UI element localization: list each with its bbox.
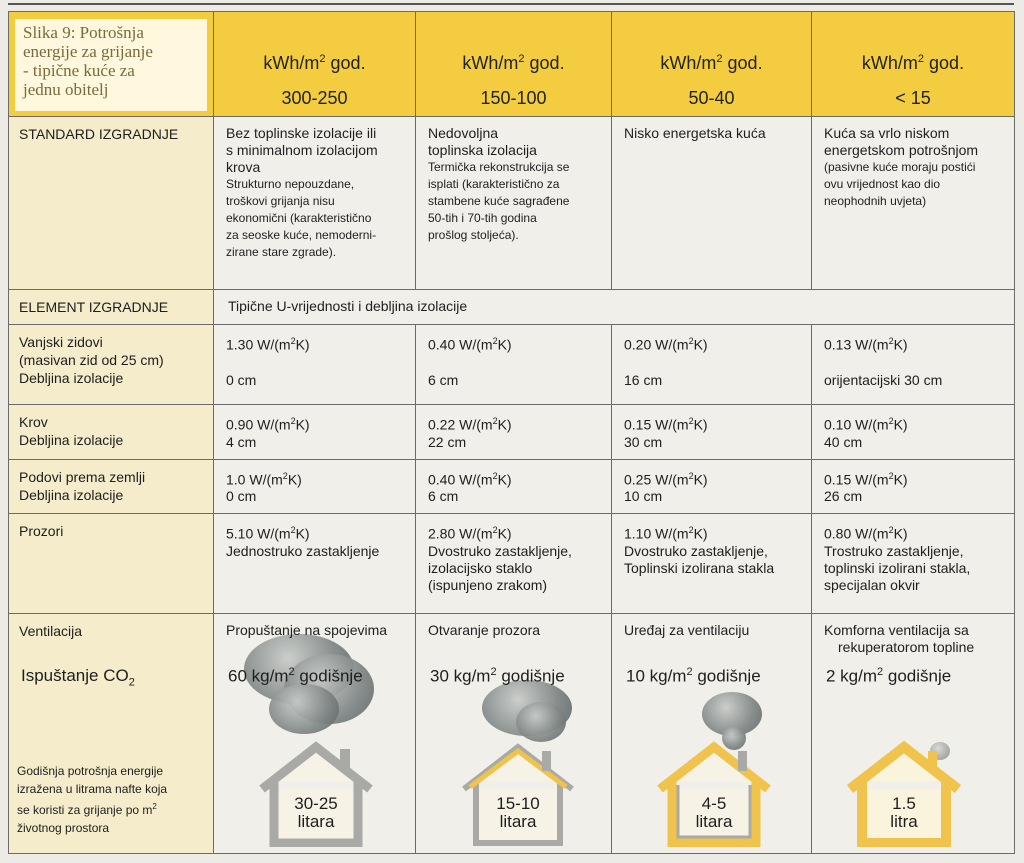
value-cell	[214, 459, 416, 514]
u-unit: W/(m	[851, 416, 889, 433]
glazing: specijalan okvir	[824, 576, 920, 593]
caption-line: Godišnja potrošnja energije	[17, 764, 164, 779]
thickness: 0 cm	[226, 371, 257, 388]
unit: kWh/m	[462, 53, 519, 73]
u-unit: W/(m	[455, 416, 493, 433]
header-col-2	[416, 12, 612, 117]
note-text: troškovi grijanja nisu	[226, 194, 335, 208]
u-value: 0.15	[624, 416, 652, 433]
value-cell	[612, 514, 812, 614]
label-text: Podovi prema zemlji	[19, 468, 146, 485]
range: 300-250	[281, 88, 348, 108]
glazing: izolacijsko staklo	[428, 559, 533, 576]
thickness: 10 cm	[624, 488, 663, 505]
vent-text: rekuperatorom topline	[838, 639, 975, 656]
floors-row	[9, 459, 1015, 514]
label-text: (masivan zid od 25 cm)	[19, 352, 164, 368]
thickness: orijentacijski 30 cm	[824, 371, 943, 388]
emit-exp: 2	[490, 666, 497, 679]
u-exp: 2	[290, 336, 296, 346]
title-line: energije za grijanje	[23, 42, 153, 61]
emit-exp: 2	[686, 666, 693, 679]
value-cell	[812, 459, 1015, 514]
co2-cloud	[269, 684, 339, 734]
co2-amount	[826, 666, 951, 687]
figure-title	[15, 19, 207, 111]
main-text: toplinska izolacija	[428, 142, 537, 158]
u-unit: K)	[693, 416, 708, 433]
emit-tail: godišnje	[294, 666, 363, 686]
u-unit: W/(m	[651, 336, 689, 353]
top-rule	[8, 3, 1014, 5]
row-label	[9, 514, 214, 614]
caption-line: izražena u litrama nafte koja	[17, 782, 168, 797]
note-text: 50-tih i 70-tih godina	[428, 211, 537, 225]
vent-cell	[612, 614, 812, 854]
note-text: prošlog stoljeća).	[428, 228, 519, 242]
note-text: zirane stare zgrade).	[226, 245, 337, 259]
u-exp: 2	[492, 336, 498, 346]
note-text: ekonomični (karakteristično	[226, 211, 372, 225]
value-cell	[416, 459, 612, 514]
unit: kWh/m	[861, 53, 918, 73]
thickness: 22 cm	[428, 433, 467, 450]
liters-caption	[17, 762, 207, 837]
title-line: - tipične kuće za	[23, 61, 135, 80]
glazing: Trostruko zastakljenje,	[824, 542, 964, 559]
label-text: Debljina izolacije	[19, 486, 124, 503]
liters-value: 1.5	[892, 794, 916, 814]
emit-tail: godišnje	[496, 666, 565, 686]
main-text: Bez toplinske izolacije ili	[226, 125, 377, 141]
roof-row	[9, 405, 1015, 460]
unit: kWh/m	[660, 53, 717, 73]
vent-cell	[214, 614, 416, 854]
row-label	[9, 459, 214, 514]
thickness: 6 cm	[428, 371, 459, 388]
header-col-3	[612, 12, 812, 117]
thickness: 30 cm	[624, 433, 663, 450]
unit-tail: god.	[722, 53, 763, 73]
house-icon	[456, 739, 580, 847]
u-value: 0.13	[824, 336, 852, 353]
house-icon	[842, 739, 966, 847]
emit-value: 10 kg/m	[626, 666, 687, 686]
main-text: krova	[226, 159, 261, 175]
u-value: 0.90	[226, 416, 254, 433]
u-unit: K)	[893, 525, 908, 542]
u-exp: 2	[282, 470, 288, 481]
u-value: 0.40	[428, 471, 456, 488]
main-text: Kuća sa vrlo niskom	[824, 125, 950, 141]
u-unit: K)	[497, 525, 512, 542]
u-exp: 2	[688, 336, 694, 346]
value-cell	[812, 325, 1015, 405]
u-exp: 2	[688, 470, 694, 481]
value-cell	[416, 514, 612, 614]
unit-tail: god.	[924, 53, 965, 73]
u-unit: W/(m	[455, 336, 493, 353]
u-exp: 2	[888, 525, 894, 536]
u-unit: K)	[893, 471, 908, 488]
u-exp: 2	[888, 470, 894, 481]
u-unit: K)	[287, 471, 302, 488]
caption-exp: 2	[152, 802, 157, 812]
thickness: 40 cm	[824, 433, 863, 450]
label-text: Vanjski zidovi	[19, 334, 103, 350]
row-label	[9, 117, 214, 290]
unit-tail: god.	[325, 53, 366, 73]
co2-amount	[626, 666, 761, 687]
vent-text: Uređaj za ventilaciju	[624, 622, 750, 639]
u-unit: W/(m	[245, 471, 283, 488]
u-unit: W/(m	[253, 525, 291, 542]
label-text: Debljina izolacije	[19, 432, 124, 448]
label-text: Prozori	[19, 523, 64, 540]
main-text: s minimalnom izolacijom	[226, 142, 378, 158]
vent-cell	[416, 614, 612, 854]
u-value: 0.15	[824, 471, 852, 488]
glazing: Dvostruko zastakljenje,	[428, 542, 572, 559]
u-unit: W/(m	[253, 336, 291, 353]
standard-cell	[214, 117, 416, 290]
value-cell	[812, 405, 1015, 460]
u-value: 0.20	[624, 336, 652, 353]
ventilation-row	[9, 614, 1015, 854]
note-text: neophodnih uvjeta)	[824, 194, 927, 208]
u-unit: W/(m	[651, 471, 689, 488]
u-unit: K)	[295, 525, 310, 542]
u-exp: 2	[888, 416, 894, 426]
title-line: jednu obitelj	[23, 80, 109, 99]
u-exp: 2	[492, 470, 498, 481]
co2-cloud	[516, 702, 566, 742]
thickness: 0 cm	[226, 488, 257, 505]
liters-value: 4-5	[701, 794, 727, 814]
u-value: 2.80	[428, 525, 456, 542]
u-exp: 2	[290, 416, 296, 426]
title-line: Slika 9: Potrošnja	[23, 23, 144, 42]
subtitle-text: Tipične U-vrijednosti i debljina izolacije	[228, 298, 468, 314]
u-value: 1.10	[624, 525, 652, 542]
standard-cell	[812, 117, 1015, 290]
emit-value: 60 kg/m	[228, 666, 289, 686]
energy-table	[8, 11, 1015, 854]
u-unit: K)	[295, 416, 310, 433]
liters-unit: litara	[695, 812, 733, 832]
note-text: isplati (karakteristično za	[428, 177, 560, 191]
vent-text: Otvaranje prozora	[428, 622, 541, 639]
u-unit: K)	[497, 471, 512, 488]
row-label	[9, 325, 214, 405]
u-unit: K)	[497, 416, 512, 433]
windows-row	[9, 514, 1015, 614]
walls-row	[9, 325, 1015, 405]
glazing: Jednostruko zastakljenje	[226, 542, 380, 559]
u-value: 1.30	[226, 336, 254, 353]
glazing: Toplinski izolirana stakla	[624, 559, 775, 576]
label-text: Ventilacija	[19, 623, 83, 640]
label-text: Debljina izolacije	[19, 370, 124, 386]
u-value: 0.40	[428, 336, 456, 353]
element-row	[9, 290, 1015, 325]
caption-line: se koristi za grijanje po m	[17, 803, 153, 818]
label-text: Krov	[19, 414, 48, 430]
header-col-4	[812, 12, 1015, 117]
u-exp: 2	[688, 525, 694, 536]
u-unit: W/(m	[253, 416, 291, 433]
row-label	[9, 290, 214, 325]
u-unit: W/(m	[651, 525, 689, 542]
house-icon	[254, 739, 378, 847]
co2-text: Ispuštanje CO	[21, 666, 129, 686]
u-exp: 2	[492, 416, 498, 426]
value-cell	[214, 405, 416, 460]
u-value: 1.0	[226, 471, 246, 488]
thickness: 6 cm	[428, 488, 459, 505]
liters-value: 30-25	[294, 794, 338, 814]
u-exp: 2	[688, 416, 694, 426]
u-exp: 2	[290, 525, 296, 536]
co2-amount	[228, 666, 363, 687]
liters-unit: litara	[499, 812, 537, 832]
vent-text: Komforna ventilacija sa	[824, 622, 969, 639]
u-unit: W/(m	[851, 336, 889, 353]
header-col-1	[214, 12, 416, 117]
value-cell	[812, 514, 1015, 614]
title-cell	[9, 12, 214, 117]
emit-exp: 2	[877, 666, 884, 679]
liters-unit: litara	[297, 812, 335, 832]
emit-tail: godišnje	[692, 666, 761, 686]
u-exp: 2	[492, 525, 498, 536]
u-unit: K)	[693, 525, 708, 542]
u-unit: K)	[295, 336, 310, 353]
unit: kWh/m	[263, 53, 320, 73]
thickness: 26 cm	[824, 488, 863, 505]
range: 150-100	[480, 88, 547, 108]
unit-exp: 2	[917, 53, 925, 65]
label-text: ELEMENT IZGRADNJE	[19, 299, 169, 315]
vent-cell	[812, 614, 1015, 854]
note-text: stambene kuće sagrađene	[428, 194, 570, 208]
thickness: 4 cm	[226, 433, 257, 450]
emit-exp: 2	[288, 666, 295, 679]
element-subtitle	[214, 290, 1015, 325]
vent-text: Propuštanje na spojevima	[226, 622, 388, 639]
co2-label	[21, 666, 135, 688]
caption-line: životnog prostora	[17, 821, 110, 836]
u-value: 0.10	[824, 416, 852, 433]
glazing: (ispunjeno zrakom)	[428, 576, 548, 593]
unit-exp: 2	[319, 53, 326, 65]
glazing: Dvostruko zastakljenje,	[624, 542, 768, 559]
emit-tail: godišnje	[883, 666, 952, 686]
unit-tail: god.	[524, 53, 565, 73]
liters-unit: litra	[890, 812, 918, 832]
emit-value: 30 kg/m	[430, 666, 491, 686]
note-text: za seoske kuće, nemoderni-	[226, 228, 377, 242]
value-cell	[612, 405, 812, 460]
unit-exp: 2	[716, 53, 723, 65]
main-text: Nedovoljna	[428, 125, 499, 141]
u-unit: K)	[893, 336, 908, 353]
u-unit: K)	[693, 471, 708, 488]
range: 50-40	[688, 88, 735, 108]
note-text: (pasivne kuće moraju postići	[824, 160, 976, 174]
glazing: toplinski izolirani stakla,	[824, 559, 971, 576]
value-cell	[612, 325, 812, 405]
u-exp: 2	[888, 336, 894, 346]
u-unit: W/(m	[851, 525, 889, 542]
standard-cell	[416, 117, 612, 290]
note-text: ovu vrijednost kao dio	[824, 177, 941, 191]
u-unit: W/(m	[651, 416, 689, 433]
row-label	[9, 405, 214, 460]
note-text: Termička rekonstrukcija se	[428, 160, 570, 174]
row-label	[9, 614, 214, 854]
u-unit: K)	[893, 416, 908, 433]
value-cell	[612, 459, 812, 514]
thickness: 16 cm	[624, 371, 663, 388]
u-unit: K)	[693, 336, 708, 353]
u-unit: K)	[497, 336, 512, 353]
co2-sub: 2	[128, 676, 135, 689]
u-unit: W/(m	[455, 525, 493, 542]
range: < 15	[895, 88, 931, 108]
u-value: 0.25	[624, 471, 652, 488]
u-value: 0.80	[824, 525, 852, 542]
unit-exp: 2	[518, 53, 525, 65]
emit-value: 2 kg/m	[826, 666, 878, 686]
main-text: Nisko energetska kuća	[624, 125, 766, 141]
label-text: STANDARD IZGRADNJE	[19, 126, 179, 142]
u-value: 0.22	[428, 416, 456, 433]
liters-value: 15-10	[496, 794, 540, 814]
standard-cell	[612, 117, 812, 290]
note-text: Strukturno nepouzdane,	[226, 177, 355, 191]
u-unit: W/(m	[455, 471, 493, 488]
header-row	[9, 12, 1015, 117]
u-unit: W/(m	[851, 471, 889, 488]
co2-amount	[430, 666, 565, 687]
house-icon	[652, 739, 776, 847]
standard-row	[9, 117, 1015, 290]
main-text: energetskom potrošnjom	[824, 142, 979, 158]
value-cell	[214, 514, 416, 614]
value-cell	[416, 325, 612, 405]
u-value: 5.10	[226, 525, 254, 542]
value-cell	[416, 405, 612, 460]
value-cell	[214, 325, 416, 405]
